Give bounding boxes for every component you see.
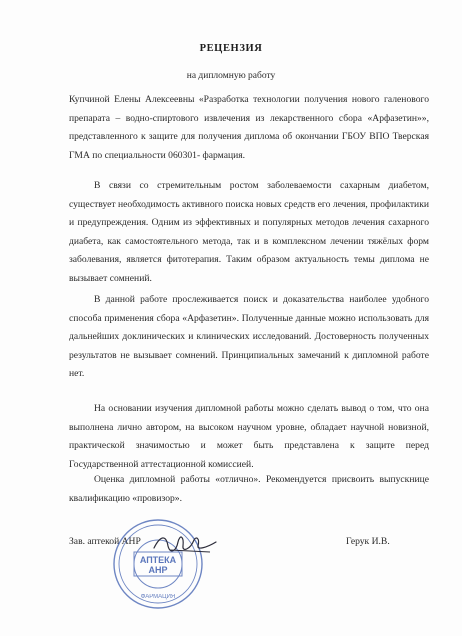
signatory-name: Герук И.В. — [346, 536, 390, 547]
paragraph-work-analysis: В данной работе прослеживается поиск и доказательства наиболее удобного способа применения сбора «Арфазетин». Полученные данные можно использовать для дальнейших доклинических и клинических исследований. Достоверность полученных результатов не вызывает сомнений. Принципиальных замечаний к дипломной работе нет. — [69, 294, 429, 380]
document-title: РЕЦЕНЗИЯ — [199, 43, 263, 54]
signatory-title: Зав. аптекой АНР — [69, 536, 141, 547]
document-subtitle: на дипломную работу — [186, 71, 276, 81]
paragraph-conclusion: На основании изучения дипломной работы можно сделать вывод о том, что она выполнена лично автором, на высоком научном уровне, обладает научной новизной, практической значимостью и может быть представлена к защите перед Государственной аттестационной комиссией. — [69, 403, 429, 470]
paragraph-grade: Оценка дипломной работы «отлично». Рекомендуется присвоить выпускнице квалификацию «провизор». — [69, 474, 429, 504]
handwritten-signature — [150, 528, 220, 558]
stamp-center-line1: АПТЕКА — [139, 555, 177, 565]
paragraph-intro: Купчиной Елены Алексеевны «Разработка технологии получения нового галенового препарата – водно-спиртового извлечения из лекарственного сбора «Арфазетин»», представленного к защите для получения диплома об окончании ГБОУ ВПО Тверская ГМА по специальности 060301- фармация. — [69, 94, 429, 161]
paragraph-relevance: В связи со стремительным ростом заболеваемости сахарным диабетом, существует необходимость активного поиска новых средств его лечения, профилактики и предупреждения. Одним из эффективных и популярных методов лечения сахарного диабета, как самостоятельного метода, так и в комплексном лечении тяжёлых форм заболевания, является фитотерапия. Таким образом актуальность темы диплома не вызывает сомнений. — [69, 180, 429, 284]
stamp-center-line2: АНР — [148, 565, 168, 575]
stamp-ring-text: ФАРМАЦИЯ — [140, 594, 176, 600]
